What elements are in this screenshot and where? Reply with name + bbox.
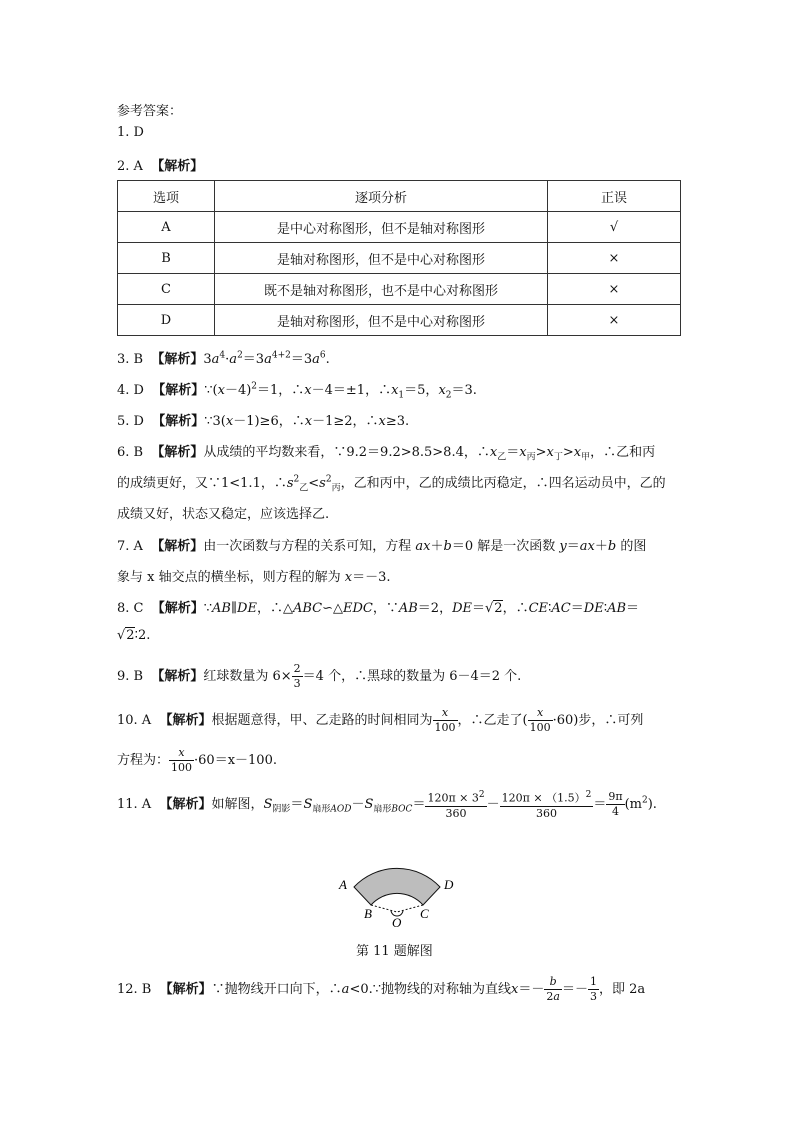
table-cell: D [118, 305, 215, 336]
figure-caption: 第 11 题解图 [356, 944, 433, 959]
point-label-o: O [392, 915, 402, 930]
text: 从成绩的平均数来看，∵9.2＝9.2>8.5>8.4，∴ [203, 445, 490, 460]
point-label-b: B [364, 906, 372, 921]
text: 的图 [620, 539, 647, 554]
formula: $x_乙=x_丙>x_丁>x_甲$ [489, 445, 591, 463]
text: 即 2a [611, 982, 646, 997]
answer-9 [117, 662, 521, 691]
analysis-tag: 【解析】 [152, 383, 205, 398]
answer-8 [117, 597, 639, 616]
formula: y＝ax＋b [559, 539, 617, 554]
table-cell: A [118, 212, 215, 243]
text: 方程为： [117, 753, 170, 768]
analysis-table [117, 180, 681, 336]
fraction: $\frac{x}{100}$ [529, 706, 551, 734]
text: 如解图， [211, 796, 264, 812]
point-label-d: D [444, 877, 454, 892]
table-row [118, 212, 681, 243]
answer-number: 8. C [117, 601, 144, 616]
formula: x＝－3. [344, 570, 391, 585]
text: 红球数量为 6× [203, 669, 292, 684]
answer-number: 7. A [117, 539, 143, 554]
analysis-tag: 【解析】 [151, 539, 204, 554]
formula: ·60＝x－100. [194, 753, 277, 768]
analysis-tag: 【解析】 [151, 445, 204, 460]
formula: ∵AB∥DE，∴△ABC∽△EDC，∵AB＝2，DE＝√2，∴CE∶AC＝DE∶AB＝ [203, 601, 640, 616]
table-header: 正误 [548, 181, 681, 212]
formula: $(m^2)$. [624, 795, 657, 812]
fraction: $\frac{x}{100}$ [434, 706, 456, 734]
table-row [118, 274, 681, 305]
answer-6-line-2 [117, 472, 666, 494]
text: ·60)步，∴可列 [552, 713, 644, 728]
text: ＝0 解是一次函数 [451, 539, 556, 554]
dashed-line [371, 905, 397, 912]
text: 由一次函数与方程的关系可知，方程 [203, 539, 412, 554]
fraction: $\frac{b}{2a}$ [546, 975, 560, 1003]
answer-10-line-2 [117, 746, 277, 775]
table-row [118, 305, 681, 336]
fraction: $\frac{120\pi \times 3^2}{360}$ [427, 790, 485, 820]
answer-number: 3. B [117, 352, 144, 367]
table-header: 逐项分析 [215, 181, 548, 212]
formula: $\because(x-4)^2=1$，∴x－4＝±1，$\therefore x_1=5$，$x_2=3$. [204, 381, 477, 401]
answer-11 [117, 788, 657, 821]
formula: $s^2_乙<s^2_丙$ [286, 474, 341, 494]
answer-4 [117, 379, 477, 401]
formula: √2∶2. [117, 628, 151, 643]
answer-5 [117, 410, 409, 429]
table-cell: × [548, 305, 681, 336]
answer-6 [117, 441, 655, 463]
table-header-row [118, 181, 681, 212]
text: ∵抛物线开口向下，∴ [211, 982, 342, 997]
analysis-tag: 【解析】 [151, 601, 204, 616]
formula: a<0. [341, 982, 373, 997]
table-cell: 既不是轴对称图形，也不是中心对称图形 [215, 274, 548, 305]
point-label-c: C [420, 906, 429, 921]
answer-number: 10. A [117, 713, 152, 728]
text: 根据题意得，甲、乙走路的时间相同为 [211, 713, 433, 728]
table-cell: × [548, 243, 681, 274]
answer-number: 2. A [117, 159, 143, 174]
table-cell: 是中心对称图形，但不是轴对称图形 [215, 212, 548, 243]
table-header: 选项 [118, 181, 215, 212]
analysis-tag: 【解析】 [151, 159, 204, 174]
table-cell: C [118, 274, 215, 305]
formula: x＝－ [511, 982, 545, 997]
table-cell: 是轴对称图形，但不是中心对称图形 [215, 243, 548, 274]
answer-number: 5. D [117, 414, 144, 429]
answer-1: 1. D [117, 125, 144, 140]
point-label-a: A [339, 877, 347, 892]
answer-number: 9. B [117, 669, 144, 684]
answer-12 [117, 975, 645, 1004]
analysis-tag: 【解析】 [152, 414, 205, 429]
answer-7-line-2 [117, 566, 391, 585]
fraction: $\frac{120\pi \times (1.5)^2}{360}$ [501, 790, 592, 820]
fraction: $\frac{x}{100}$ [171, 746, 193, 774]
text: ，∴乙和丙 [590, 445, 656, 460]
analysis-tag: 【解析】 [159, 796, 212, 812]
formula: ＝－ [561, 982, 588, 997]
table-row [118, 243, 681, 274]
formula: － [486, 796, 500, 812]
table-cell: × [548, 274, 681, 305]
answer-3 [117, 348, 330, 367]
text: ，乙和丙中，乙的成绩比丙稳定，∴四名运动员中，乙的 [340, 476, 666, 491]
answer-2 [117, 155, 203, 174]
answer-number: 6. B [117, 445, 144, 460]
answer-number: 11. A [117, 796, 152, 812]
analysis-tag: 【解析】 [151, 669, 204, 684]
fraction: $\frac{9\pi}{4}$ [608, 789, 623, 818]
formula: $3a^4\cdot a^2=3a^{4+2}=3a^6$. [203, 350, 330, 367]
analysis-tag: 【解析】 [159, 982, 212, 997]
answer-7 [117, 535, 646, 554]
formula: ＝ [593, 796, 607, 812]
answer-6-line-3: 成绩又好，状态又稳定，应该选择乙. [117, 507, 330, 522]
fraction: $\frac{2}{3}$ [293, 662, 301, 690]
answer-10 [117, 706, 643, 735]
analysis-tag: 【解析】 [151, 352, 204, 367]
formula: ax＋b [415, 539, 452, 554]
answer-8-line-2 [117, 628, 150, 643]
table-cell: √ [548, 212, 681, 243]
text: 象与 x 轴交点的横坐标，则方程的解为 [117, 570, 341, 585]
text: 的成绩更好，又∵1<1.1，∴ [117, 476, 287, 491]
table-cell: B [118, 243, 215, 274]
annulus-sector-figure [330, 840, 464, 930]
text: ， [598, 982, 612, 997]
text: ＝4 个，∴黑球的数量为 6－4＝2 个. [302, 669, 522, 684]
formula: $S_{阴影}=S_{扇形AOD}-S_{扇形BOC}=$ [263, 796, 426, 815]
formula: ∵3(x－1)≥6，∴x－1≥2，∴x≥3. [204, 414, 410, 429]
page-title: 参考答案： [117, 104, 183, 119]
fraction: $\frac{1}{3}$ [589, 975, 597, 1003]
table-cell: 是轴对称图形，但不是中心对称图形 [215, 305, 548, 336]
answer-number: 12. B [117, 982, 152, 997]
answer-number: 4. D [117, 383, 144, 398]
text: ∵抛物线的对称轴为直线 [372, 982, 512, 997]
shaded-region [354, 868, 440, 905]
analysis-tag: 【解析】 [159, 713, 212, 728]
text: ，∴乙走了( [457, 713, 528, 728]
